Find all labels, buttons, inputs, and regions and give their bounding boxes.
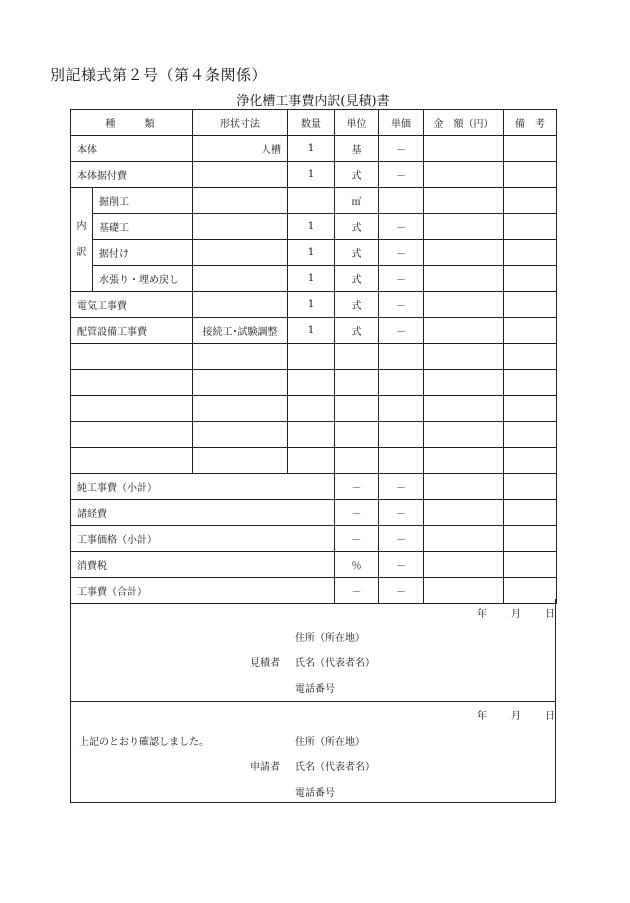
cell-dims <box>193 188 288 214</box>
cell-note[interactable] <box>504 240 557 266</box>
header-amount: 金 額（円） <box>424 110 504 136</box>
header-unit: 単位 <box>335 110 379 136</box>
summary-amount[interactable] <box>424 552 504 578</box>
summary-row <box>71 526 557 552</box>
cell-unit-price: － <box>379 136 424 162</box>
summary-unit-price: － <box>379 578 424 604</box>
estimator-role: 見積者 <box>250 658 280 669</box>
estimator-address-label: 住所（所在地） <box>295 633 365 644</box>
cell-unit: ㎥ <box>335 188 379 214</box>
summary-row <box>71 474 557 500</box>
summary-row <box>71 500 557 526</box>
applicant-role: 申請者 <box>250 762 280 773</box>
cell-note[interactable] <box>504 318 557 344</box>
cell-unit-price: － <box>379 240 424 266</box>
cell-note[interactable] <box>504 292 557 318</box>
cell-unit-price: － <box>379 292 424 318</box>
cell-unit: 基 <box>335 136 379 162</box>
blank-row[interactable] <box>71 448 557 474</box>
summary-amount[interactable] <box>424 474 504 500</box>
blank-row[interactable] <box>71 422 557 448</box>
cell-unit: 式 <box>335 214 379 240</box>
summary-unit: － <box>335 474 379 500</box>
summary-unit: － <box>335 500 379 526</box>
cell-qty: 1 <box>288 240 335 266</box>
header-qty: 数量 <box>288 110 335 136</box>
header-unit-price: 単価 <box>379 110 424 136</box>
cell-amount[interactable] <box>424 136 504 162</box>
applicant-phone-label: 電話番号 <box>295 788 335 799</box>
cell-qty <box>288 188 335 214</box>
blank-row[interactable] <box>71 396 557 422</box>
cell-kind: 本体据付費 <box>71 162 193 188</box>
summary-unit-price: － <box>379 500 424 526</box>
summary-label: 諸経費 <box>71 500 335 526</box>
cell-qty: 1 <box>288 318 335 344</box>
cell-dims <box>193 162 288 188</box>
applicant-block <box>70 701 556 803</box>
cell-amount[interactable] <box>424 266 504 292</box>
estimator-date[interactable]: 年 月 日 <box>477 609 555 620</box>
table-row <box>71 136 557 162</box>
cell-kind: 据付け <box>93 240 193 266</box>
document-title: 浄化槽工事費内訳(見積)書 <box>236 94 390 109</box>
table-row <box>71 318 557 344</box>
header-note: 備 考 <box>504 110 557 136</box>
cell-note[interactable] <box>504 266 557 292</box>
summary-unit: － <box>335 526 379 552</box>
estimator-block <box>70 599 556 702</box>
cell-amount[interactable] <box>424 240 504 266</box>
cell-kind: 電気工事費 <box>71 292 193 318</box>
summary-note[interactable] <box>504 552 557 578</box>
breakdown-label: 内 訳 <box>71 188 93 292</box>
breakdown-row <box>71 214 557 240</box>
summary-note[interactable] <box>504 474 557 500</box>
summary-label: 工事価格（小計） <box>71 526 335 552</box>
applicant-name-label: 氏名（代表者名） <box>295 762 375 773</box>
summary-unit: － <box>335 578 379 604</box>
summary-label: 消費税 <box>71 552 335 578</box>
cell-qty: 1 <box>288 292 335 318</box>
cell-unit-price: － <box>379 318 424 344</box>
summary-note[interactable] <box>504 500 557 526</box>
blank-row[interactable] <box>71 370 557 396</box>
header-dims: 形状寸法 <box>193 110 288 136</box>
cell-amount[interactable] <box>424 162 504 188</box>
cell-dims <box>193 214 288 240</box>
cell-unit: 式 <box>335 266 379 292</box>
cell-unit: 式 <box>335 292 379 318</box>
summary-amount[interactable] <box>424 500 504 526</box>
summary-unit-price: － <box>379 552 424 578</box>
cell-qty: 1 <box>288 214 335 240</box>
cell-dims: 接続工･試験調整 <box>193 318 288 344</box>
cell-unit-price <box>379 188 424 214</box>
cell-kind: 配管設備工事費 <box>71 318 193 344</box>
cell-dims <box>193 266 288 292</box>
cell-qty: 1 <box>288 136 335 162</box>
applicant-date[interactable]: 年 月 日 <box>477 711 555 722</box>
summary-label: 純工事費（小計） <box>71 474 335 500</box>
cell-amount[interactable] <box>424 292 504 318</box>
breakdown-row <box>71 240 557 266</box>
summary-unit-price: － <box>379 474 424 500</box>
estimate-table <box>70 109 557 604</box>
cell-amount[interactable] <box>424 318 504 344</box>
table-row <box>71 162 557 188</box>
cell-note[interactable] <box>504 214 557 240</box>
cell-dims <box>193 292 288 318</box>
cell-note[interactable] <box>504 136 557 162</box>
header-row <box>71 110 557 136</box>
summary-unit: ％ <box>335 552 379 578</box>
cell-unit-price: － <box>379 214 424 240</box>
cell-dims <box>193 240 288 266</box>
summary-label: 工事費（合計） <box>71 578 335 604</box>
summary-row <box>71 552 557 578</box>
cell-unit: 式 <box>335 162 379 188</box>
header-kind: 種 類 <box>71 110 193 136</box>
blank-row[interactable] <box>71 344 557 370</box>
table-row <box>71 292 557 318</box>
cell-unit-price: － <box>379 162 424 188</box>
cell-kind: 掘削工 <box>93 188 193 214</box>
cell-unit: 式 <box>335 240 379 266</box>
estimator-phone-label: 電話番号 <box>295 684 335 695</box>
summary-unit-price: － <box>379 526 424 552</box>
cell-kind: 基礎工 <box>93 214 193 240</box>
cell-unit: 式 <box>335 318 379 344</box>
summary-amount[interactable] <box>424 526 504 552</box>
cell-dims: 人槽 <box>193 136 288 162</box>
confirm-text: 上記のとおり確認しました。 <box>79 737 209 748</box>
cell-qty: 1 <box>288 162 335 188</box>
breakdown-row <box>71 188 557 214</box>
cell-note[interactable] <box>504 162 557 188</box>
estimator-name-label: 氏名（代表者名） <box>295 658 375 669</box>
cell-qty: 1 <box>288 266 335 292</box>
applicant-address-label: 住所（所在地） <box>295 737 365 748</box>
cell-amount[interactable] <box>424 188 504 214</box>
cell-kind: 本体 <box>71 136 193 162</box>
cell-note[interactable] <box>504 188 557 214</box>
summary-note[interactable] <box>504 526 557 552</box>
breakdown-row <box>71 266 557 292</box>
form-label: 別記様式第２号（第４条関係） <box>50 66 268 84</box>
cell-kind: 水張り・埋め戻し <box>93 266 193 292</box>
cell-amount[interactable] <box>424 214 504 240</box>
cell-unit-price: － <box>379 266 424 292</box>
